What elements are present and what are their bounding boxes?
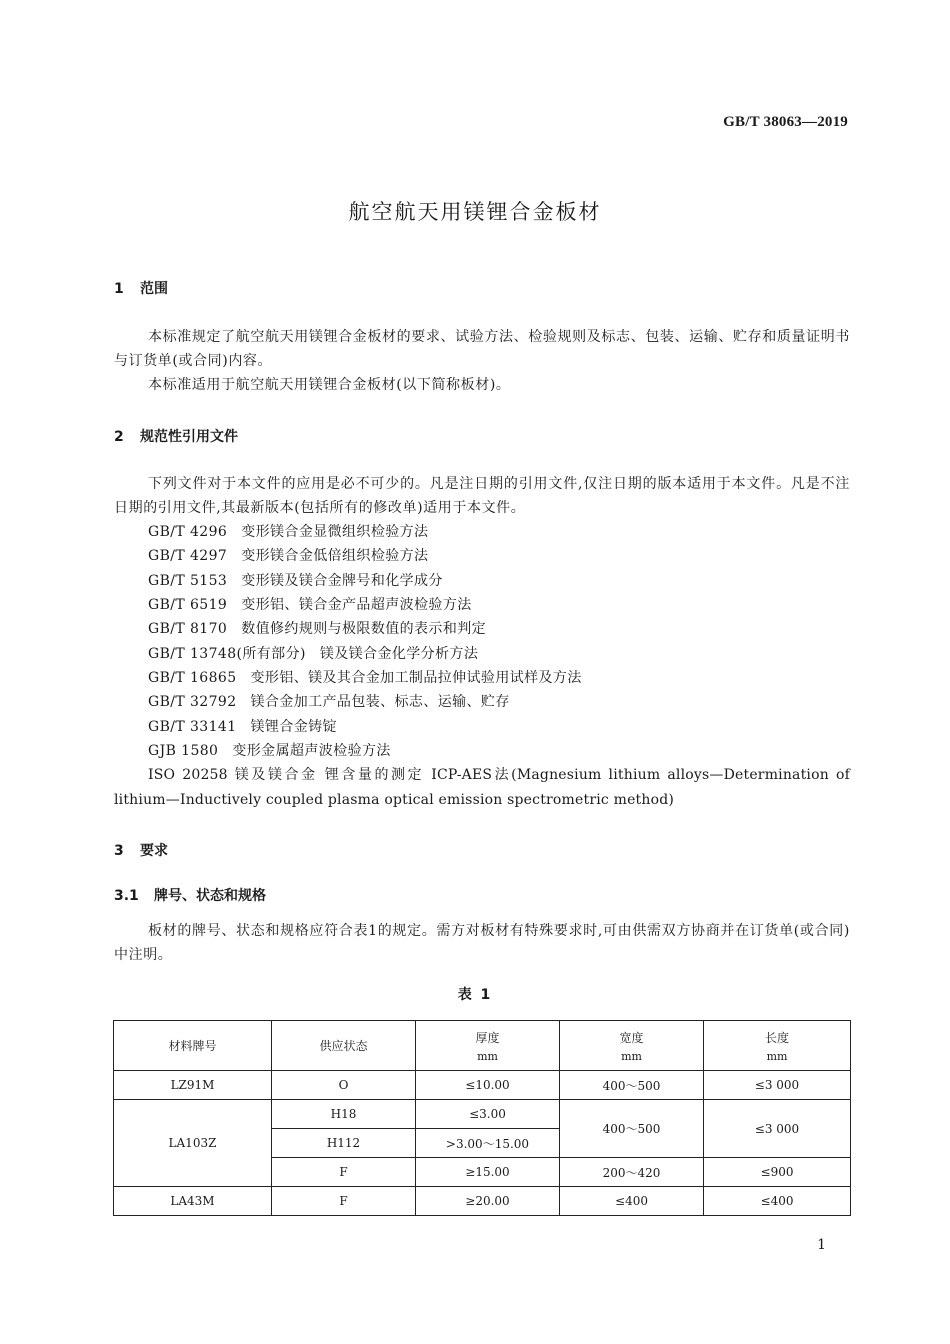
scope-paragraph-1: 本标准规定了航空航天用镁锂合金板材的要求、试验方法、检验规则及标志、包装、运输、贮存和质量证明书与订货单(或合同)内容。 [114, 329, 850, 369]
document-title: 航空航天用镁锂合金板材 [348, 200, 602, 224]
reference-title: 变形铝、镁合金产品超声波检验方法 [241, 597, 472, 614]
cell-length: ≤3 000 [704, 1071, 851, 1100]
table-caption: 表 1 [457, 987, 493, 1003]
reference-item [148, 666, 850, 690]
reference-item [148, 715, 850, 739]
cell-thickness: >3.00～15.00 [416, 1129, 560, 1158]
reference-title: 镁合金加工产品包装、标志、运输、贮存 [250, 694, 510, 711]
reference-code: GB/T 6519 [148, 597, 228, 614]
reference-code: GB/T 5153 [148, 572, 228, 589]
subsection-title: 牌号、状态和规格 [154, 888, 266, 904]
header-grade: 材料牌号 [114, 1021, 272, 1071]
cell-width: 200～420 [560, 1158, 704, 1187]
table-row [114, 1100, 851, 1129]
cell-temper: H18 [272, 1100, 416, 1129]
cell-length: ≤400 [704, 1187, 851, 1216]
reference-title: 变形镁合金显微组织检验方法 [241, 524, 429, 540]
cell-temper: F [272, 1187, 416, 1216]
reference-item [148, 690, 850, 714]
cell-temper: F [272, 1158, 416, 1187]
section-1-heading [114, 278, 168, 298]
cell-thickness: ≥20.00 [416, 1187, 560, 1216]
cell-grade: LZ91M [114, 1071, 272, 1100]
reference-list [148, 520, 850, 763]
section-number: 1 [114, 281, 124, 297]
reference-code: GJB 1580 [148, 743, 219, 760]
cell-thickness: ≤10.00 [416, 1071, 560, 1100]
section-2-heading [114, 426, 238, 446]
header-length [704, 1021, 851, 1071]
header-width [560, 1021, 704, 1071]
reference-code: GB/T 4296 [148, 524, 228, 540]
header-label: 宽度 [619, 1030, 644, 1045]
reference-title: 数值修约规则与极限数值的表示和判定 [241, 621, 487, 638]
reference-title: 镁锂合金铸锭 [250, 718, 337, 735]
reference-code: GB/T 8170 [148, 621, 228, 638]
reference-item [148, 617, 850, 641]
reference-code: GB/T 32792 [148, 694, 237, 711]
table-row [114, 1071, 851, 1100]
reference-item [148, 642, 850, 666]
cell-thickness: ≤3.00 [416, 1100, 560, 1129]
standard-number: GB/T 38063—2019 [723, 114, 848, 130]
header-label: 长度 [764, 1030, 789, 1045]
cell-temper: O [272, 1071, 416, 1100]
header-unit: mm [766, 1049, 788, 1063]
reference-code: GB/T 16865 [148, 670, 237, 687]
section-number: 2 [114, 429, 124, 445]
cell-thickness: ≥15.00 [416, 1158, 560, 1187]
reference-item [148, 544, 850, 568]
section-title: 范围 [140, 281, 168, 297]
cell-grade: LA103Z [114, 1100, 272, 1187]
page-number: 1 [817, 1237, 826, 1253]
reference-title: 变形镁及镁合金牌号和化学成分 [241, 572, 443, 589]
cell-grade: LA43M [114, 1187, 272, 1216]
cell-width: 400～500 [560, 1100, 704, 1158]
header-temper: 供应状态 [272, 1021, 416, 1071]
reference-title: 变形金属超声波检验方法 [232, 743, 391, 760]
reference-title: 变形镁合金低倍组织检验方法 [241, 548, 429, 565]
cell-width: 400～500 [560, 1071, 704, 1100]
reference-item [148, 520, 850, 544]
cell-temper: H112 [272, 1129, 416, 1158]
section-title: 规范性引用文件 [140, 429, 238, 445]
reference-code: GB/T 33141 [148, 718, 237, 735]
header-label: 厚度 [475, 1030, 500, 1045]
scope-paragraph-2: 本标准适用于航空航天用镁锂合金板材(以下简称板材)。 [148, 377, 511, 393]
section-number: 3 [114, 843, 124, 859]
reference-title: 变形铝、镁及其合金加工制品拉伸试验用试样及方法 [250, 670, 582, 687]
grade-spec-paragraph: 板材的牌号、状态和规格应符合表1的规定。需方对板材有特殊要求时,可由供需双方协商并在订货单(或合同)中注明。 [114, 923, 850, 963]
cell-length: ≤900 [704, 1158, 851, 1187]
reference-code: GB/T 4297 [148, 548, 228, 565]
reference-item [148, 569, 850, 593]
header-unit: mm [621, 1049, 642, 1063]
spec-table [113, 1020, 851, 1216]
reference-item [148, 593, 850, 617]
section-3-heading [114, 840, 168, 860]
reference-title: 镁及镁合金化学分析方法 [319, 645, 479, 662]
table-header-row [114, 1021, 851, 1071]
header-thickness [416, 1021, 560, 1071]
header-unit: mm [477, 1049, 498, 1063]
section-title: 要求 [140, 843, 168, 859]
references-intro: 下列文件对于本文件的应用是必不可少的。凡是注日期的引用文件,仅注日期的版本适用于本文件。凡是不注日期的引用文件,其最新版本(包括所有的修改单)适用于本文件。 [114, 476, 850, 516]
reference-code: GB/T 13748(所有部分) [148, 645, 306, 662]
table-row [114, 1187, 851, 1216]
reference-item [148, 739, 850, 763]
cell-length: ≤3 000 [704, 1100, 851, 1158]
iso-reference: ISO 20258 镁及镁合金 锂含量的测定 ICP-AES法(Magnesium lithium alloys—Determination of lithium—Inductively coupled plasma optical emission spectrometric method) [114, 767, 850, 808]
subsection-number: 3.1 [114, 888, 139, 904]
cell-width: ≤400 [560, 1187, 704, 1216]
subsection-3-1-heading [114, 885, 266, 905]
